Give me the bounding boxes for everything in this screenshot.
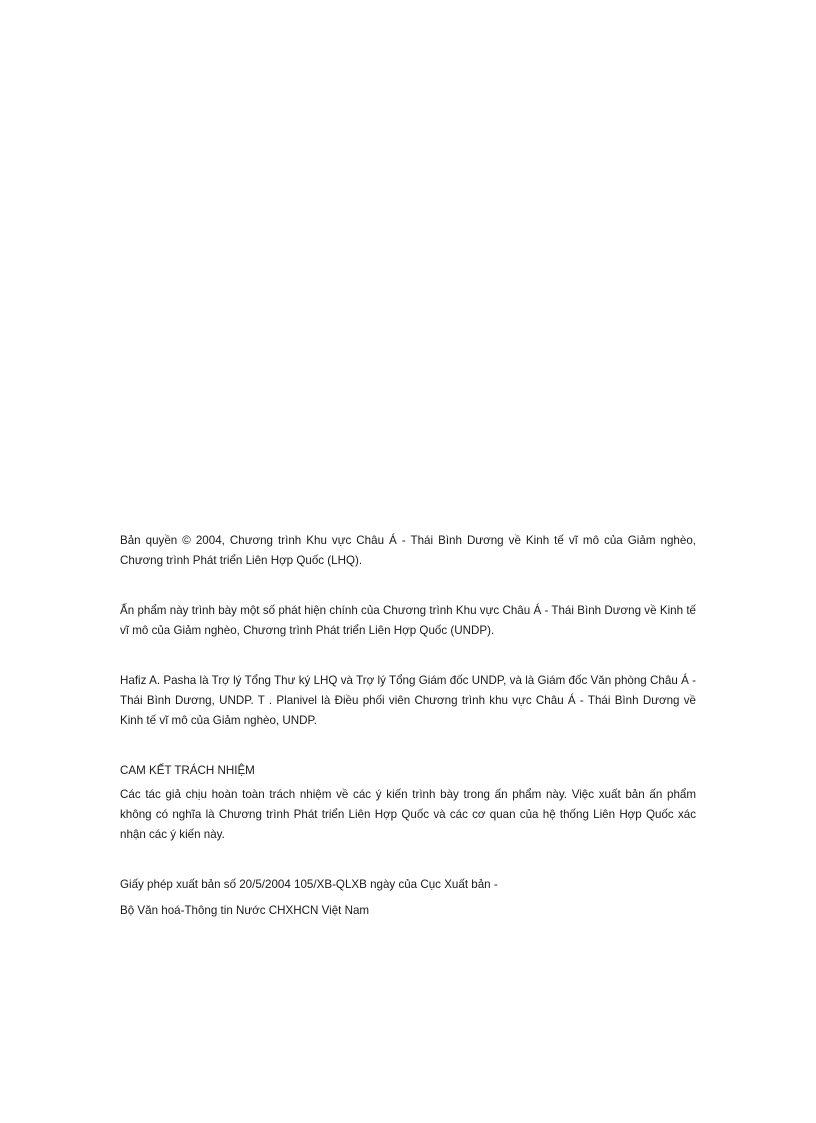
publication-note: Ấn phẩm này trình bày một số phát hiện chính của Chương trình Khu vực Châu Á - Thái Bình Dương về Kinh tế vĩ mô của Giảm nghèo, Chương trình Phát triển Liên Hợp Quốc (UNDP).	[120, 604, 696, 637]
disclaimer-text: Các tác giả chịu hoàn toàn trách nhiệm về các ý kiến trình bày trong ấn phẩm này. Việc xuất bản ấn phẩm không có nghĩa là Chương trình Phát triển Liên Hợp Quốc và các cơ quan của hệ thống Liên Hợp Quốc xác nhận các ý kiến này.	[120, 788, 696, 841]
imprint-block	[120, 531, 696, 921]
license-line-2: Bộ Văn hoá-Thông tin Nước CHXHCN Việt Nam	[120, 904, 370, 917]
disclaimer-section	[120, 761, 696, 845]
license-section	[120, 875, 696, 921]
copyright-notice: Bản quyền © 2004, Chương trình Khu vực Châu Á - Thái Bình Dương về Kinh tế vĩ mô của Giảm nghèo, Chương trình Phát triển Liên Hợp Quốc (LHQ).	[120, 534, 696, 567]
disclaimer-heading: CAM KẾT TRÁCH NHIỆM	[120, 764, 255, 777]
authors-note: Hafiz A. Pasha là Trợ lý Tổng Thư ký LHQ và Trợ lý Tổng Giám đốc UNDP, và là Giám đốc Văn phòng Châu Á - Thái Bình Dương, UNDP. T . Planivel là Điều phối viên Chương trình khu vực Châu Á - Thái Bình Dương về Kinh tế vĩ mô của Giảm nghèo, UNDP.	[120, 674, 696, 727]
license-line-1: Giấy phép xuất bản số 20/5/2004 105/XB-QLXB ngày của Cục Xuất bản -	[120, 878, 498, 891]
